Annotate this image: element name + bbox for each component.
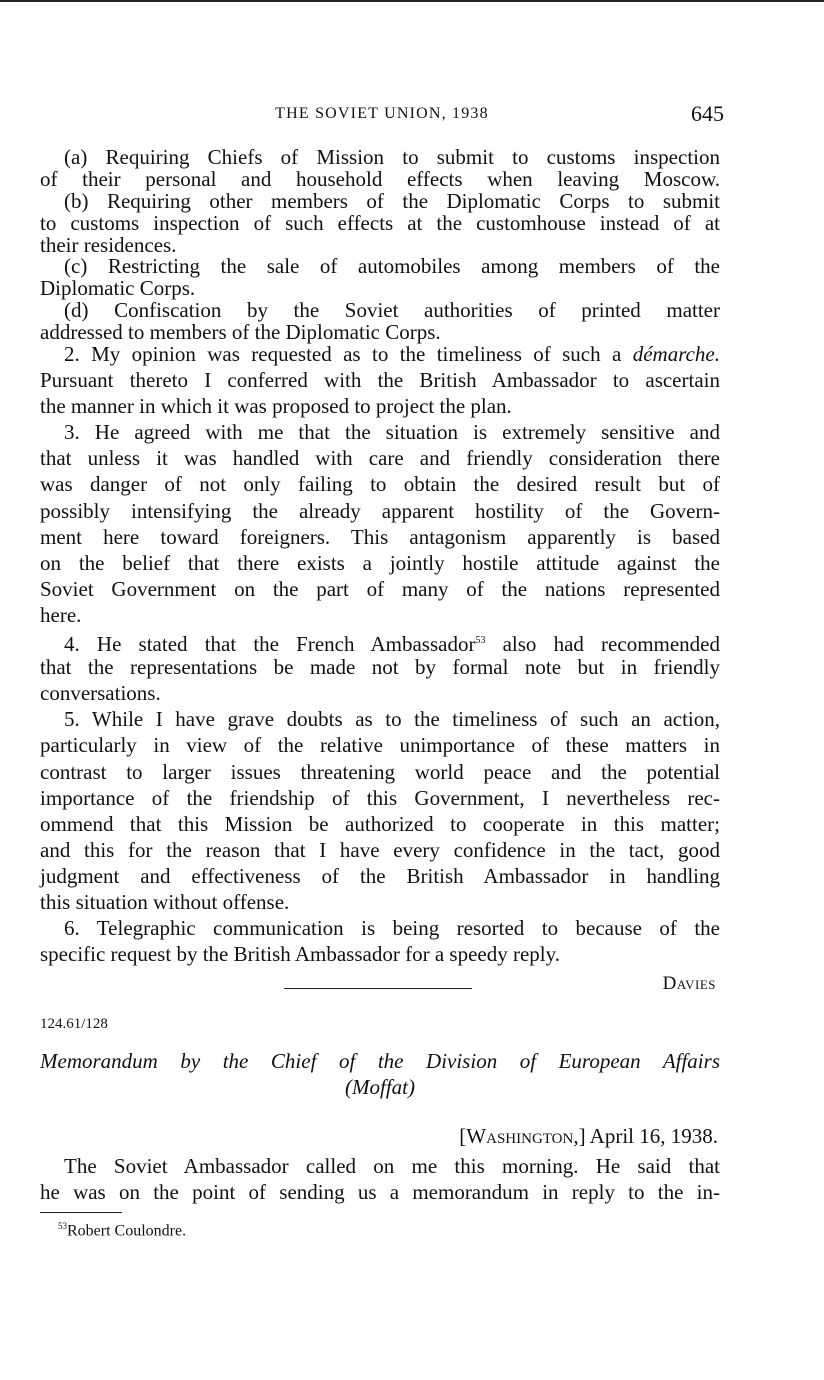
emphasis-demarche: démarche. xyxy=(632,342,720,366)
paragraph-2-line: the manner in which it was proposed to project the plan. xyxy=(40,394,512,419)
memo-body xyxy=(40,1153,720,1205)
paragraph-4-line: conversations. xyxy=(40,681,161,706)
text-run: also had recommended xyxy=(485,632,720,657)
paragraph-3-line: that unless it was handled with care and friendly consideration there xyxy=(40,446,720,471)
list-item-c: (c) Restricting the sale of automobiles among members of the xyxy=(64,254,720,279)
paragraph-5-line: importance of the friendship of this Government, I nevertheless rec- xyxy=(40,785,720,810)
signature: Davies xyxy=(662,973,716,994)
memo-title xyxy=(40,1048,720,1100)
file-number: 124.61/128 xyxy=(40,1016,108,1032)
paragraph-6-line: 6. Telegraphic communication is being resorted to because of the xyxy=(64,916,720,941)
running-head: THE SOVIET UNION, 1938 xyxy=(275,105,489,122)
paragraph-5-line: 5. While I have grave doubts as to the timeliness of such an action, xyxy=(64,707,720,732)
footnote xyxy=(58,1221,186,1240)
memo-title-author: (Moffat) xyxy=(345,1075,415,1099)
paragraph-3-line: ment here toward foreigners. This antagonism apparently is based xyxy=(40,524,720,549)
memo-title-line: Memorandum by the Chief of the Division of European Affairs xyxy=(40,1049,720,1073)
paragraph-5-line: this situation without offense. xyxy=(40,889,290,914)
dateline-date: April 16, 1938. xyxy=(585,1124,718,1148)
paragraph-3-line: was danger of not only failing to obtain the desired result but of xyxy=(40,472,720,497)
list-line: of their personal and household effects when leaving Moscow. xyxy=(40,166,720,191)
paragraph-4-line: that the representations be made not by formal note but in friendly xyxy=(40,655,720,680)
list-line: addressed to members of the Diplomatic Corps. xyxy=(40,320,441,345)
paragraph-5-line: ommend that this Mission be authorized to cooperate in this matter; xyxy=(40,811,720,836)
text-run: 2. My opinion was requested as to the timeliness of such a xyxy=(64,342,633,366)
list-line: their residences. xyxy=(40,232,177,257)
paragraph-4-line xyxy=(40,628,720,657)
paragraph-2-line: Pursuant thereto I conferred with the British Ambassador to ascertain xyxy=(40,368,720,393)
paragraph-3-line: here. xyxy=(40,602,82,627)
paragraph-5-line: and this for the reason that I have every confidence in the tact, good xyxy=(40,837,720,862)
list-item-a: (a) Requiring Chiefs of Mission to submit to customs inspection xyxy=(64,145,720,169)
list-line: Diplomatic Corps. xyxy=(40,276,196,301)
paragraph-5-line: contrast to larger issues threatening world peace and the potential xyxy=(40,759,720,784)
telegram-body xyxy=(40,341,720,967)
memo-body-line: he was on the point of sending us a memorandum in reply to the in- xyxy=(40,1180,720,1204)
dateline xyxy=(459,1124,718,1149)
page-number: 645 xyxy=(691,101,724,126)
paragraph-6-line: specific request by the British Ambassador for a speedy reply. xyxy=(40,942,560,967)
dateline-place: [Washington,] xyxy=(459,1124,586,1148)
demarche-points-list xyxy=(40,147,720,344)
paragraph-2-line xyxy=(40,341,720,367)
list-line: to customs inspection of such effects at the customhouse instead of at xyxy=(40,210,720,235)
footnote-ref-53: 53 xyxy=(475,635,486,647)
footnote-divider xyxy=(40,1212,122,1213)
paragraph-3-line: on the belief that there exists a jointly hostile attitude against the xyxy=(40,550,720,575)
list-item-d: (d) Confiscation by the Soviet authorities of printed matter xyxy=(64,298,720,323)
footnote-marker: 53 xyxy=(58,1221,67,1231)
top-border xyxy=(0,0,824,2)
footnote-text: Robert Coulondre. xyxy=(67,1222,187,1240)
paragraph-3-line: 3. He agreed with me that the situation is extremely sensitive and xyxy=(64,420,720,445)
paragraph-3-line: possibly intensifying the already apparent hostility of the Govern- xyxy=(40,498,720,523)
paragraph-5-line: particularly in view of the relative unimportance of these matters in xyxy=(40,733,720,758)
memo-body-line: The Soviet Ambassador called on me this morning. He said that xyxy=(64,1154,720,1178)
page-header xyxy=(40,103,724,129)
paragraph-5-line: judgment and effectiveness of the British Ambassador in handling xyxy=(40,863,720,888)
paragraph-3-line: Soviet Government on the part of many of the nations represented xyxy=(40,576,720,601)
list-item-b: (b) Requiring other members of the Diplomatic Corps to submit xyxy=(64,188,720,213)
text-run: 4. He stated that the French Ambassador xyxy=(64,632,476,657)
section-divider xyxy=(284,988,472,989)
